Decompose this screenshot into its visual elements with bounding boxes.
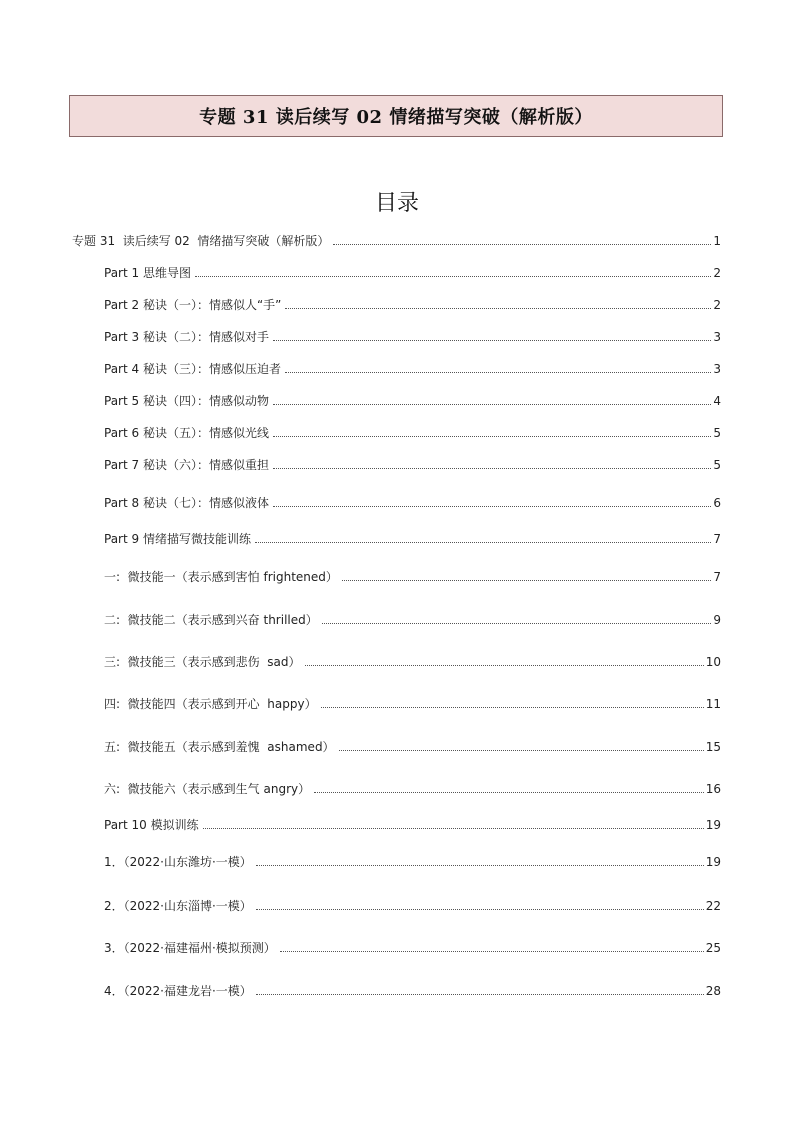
toc-entry-page: 3 <box>713 330 721 344</box>
toc-entry-page: 5 <box>713 426 721 440</box>
toc-entry[interactable] <box>104 816 721 833</box>
toc-entry-label: 二: 微技能二（表示感到兴奋 thrilled） <box>104 613 318 627</box>
toc-entry[interactable] <box>104 494 721 511</box>
toc-entry[interactable] <box>104 653 721 670</box>
toc-entry-page: 19 <box>705 818 721 832</box>
toc-entry-page: 10 <box>705 655 721 669</box>
toc-entry[interactable] <box>104 264 721 281</box>
toc-entry[interactable] <box>72 232 721 249</box>
toc-entry-page: 3 <box>713 362 721 376</box>
toc-entry[interactable] <box>104 392 721 409</box>
document-title: 专题 31 读后续写 02 情绪描写突破（解析版） <box>199 107 593 128</box>
toc-entry[interactable] <box>104 296 721 313</box>
toc-entry-page: 11 <box>705 697 721 711</box>
toc-entry-label: Part 1 思维导图 <box>104 266 191 280</box>
toc-leader-dots <box>195 276 711 277</box>
toc-entry-label: 一: 微技能一（表示感到害怕 frightened） <box>104 570 338 584</box>
toc-leader-dots <box>333 244 711 245</box>
toc-leader-dots <box>314 792 704 793</box>
toc-entry-label: Part 3 秘诀（二）：情感似对手 <box>104 330 269 344</box>
toc-entry-page: 7 <box>713 532 721 546</box>
toc-entry-label: Part 10 模拟训练 <box>104 818 199 832</box>
toc-entry-label: 4．（2022·福建龙岩·一模） <box>104 984 252 998</box>
toc-entry-page: 22 <box>705 899 721 913</box>
toc-entry[interactable] <box>104 360 721 377</box>
toc-entry-label: 2．（2022·山东淄博·一模） <box>104 899 252 913</box>
toc-entry-label: Part 6 秘诀（五）：情感似光线 <box>104 426 269 440</box>
toc-entry-page: 28 <box>705 984 721 998</box>
toc-entry-page: 15 <box>705 740 721 754</box>
toc-entry-label: 3．（2022·福建福州·模拟预测） <box>104 941 276 955</box>
toc-entry-page: 6 <box>713 496 721 510</box>
toc-entry-label: 四: 微技能四（表示感到开心 happy） <box>104 697 317 711</box>
toc-entry[interactable] <box>104 568 721 585</box>
toc-entry[interactable] <box>104 456 721 473</box>
toc-entry[interactable] <box>104 611 721 628</box>
toc-entry-label: Part 4 秘诀（三）：情感似压迫者 <box>104 362 281 376</box>
toc-leader-dots <box>256 994 704 995</box>
toc-entry-label: 三: 微技能三（表示感到悲伤 sad） <box>104 655 301 669</box>
toc-entry-label: Part 2 秘诀（一）：情感似人“手” <box>104 298 282 312</box>
toc-entry-page: 25 <box>705 941 721 955</box>
toc-entry-page: 5 <box>713 458 721 472</box>
toc-entry[interactable] <box>104 939 721 956</box>
toc-entry-page: 2 <box>713 298 721 312</box>
toc-entry-label: Part 9 情绪描写微技能训练 <box>104 532 251 546</box>
toc-leader-dots <box>255 542 711 543</box>
toc-entry[interactable] <box>104 982 721 999</box>
toc-leader-dots <box>256 909 704 910</box>
title-box <box>69 95 723 137</box>
toc-entry-label: 1．（2022·山东潍坊·一模） <box>104 855 252 869</box>
toc-heading: 目录 <box>374 191 419 216</box>
toc-leader-dots <box>342 580 711 581</box>
toc-leader-dots <box>273 506 711 507</box>
toc-entry-label: 五: 微技能五（表示感到羞愧 ashamed） <box>104 740 335 754</box>
toc-entry-label: Part 7 秘诀（六）：情感似重担 <box>104 458 269 472</box>
toc-entry-label: Part 8 秘诀（七）：情感似液体 <box>104 496 269 510</box>
toc-entry[interactable] <box>104 530 721 547</box>
toc-leader-dots <box>285 308 711 309</box>
toc-entry-label: 六: 微技能六（表示感到生气 angry） <box>104 782 311 796</box>
toc-leader-dots <box>203 828 704 829</box>
toc-entry-page: 7 <box>713 570 721 584</box>
toc-entry-page: 16 <box>705 782 721 796</box>
toc-entry[interactable] <box>104 897 721 914</box>
toc-leader-dots <box>339 750 704 751</box>
toc-entry-page: 9 <box>713 613 721 627</box>
toc-leader-dots <box>285 372 711 373</box>
toc-entry-page: 2 <box>713 266 721 280</box>
toc-entry-page: 4 <box>713 394 721 408</box>
toc-leader-dots <box>273 340 711 341</box>
toc-entry[interactable] <box>104 328 721 345</box>
toc-entry-label: 专题 31 读后续写 02 情绪描写突破（解析版） <box>72 234 330 248</box>
toc-leader-dots <box>280 951 704 952</box>
toc-leader-dots <box>273 468 711 469</box>
toc-leader-dots <box>321 707 704 708</box>
toc-entry-page: 1 <box>713 234 721 248</box>
toc-entry[interactable] <box>104 695 721 712</box>
toc-leader-dots <box>322 623 712 624</box>
toc-leader-dots <box>273 436 711 437</box>
toc-entry-label: Part 5 秘诀（四）：情感似动物 <box>104 394 269 408</box>
toc-entry[interactable] <box>104 738 721 755</box>
toc-leader-dots <box>273 404 711 405</box>
toc-entry-page: 19 <box>705 855 721 869</box>
toc-leader-dots <box>305 665 704 666</box>
toc-entry[interactable] <box>104 853 721 870</box>
toc-leader-dots <box>256 865 704 866</box>
toc-entry[interactable] <box>104 780 721 797</box>
toc-entry[interactable] <box>104 424 721 441</box>
